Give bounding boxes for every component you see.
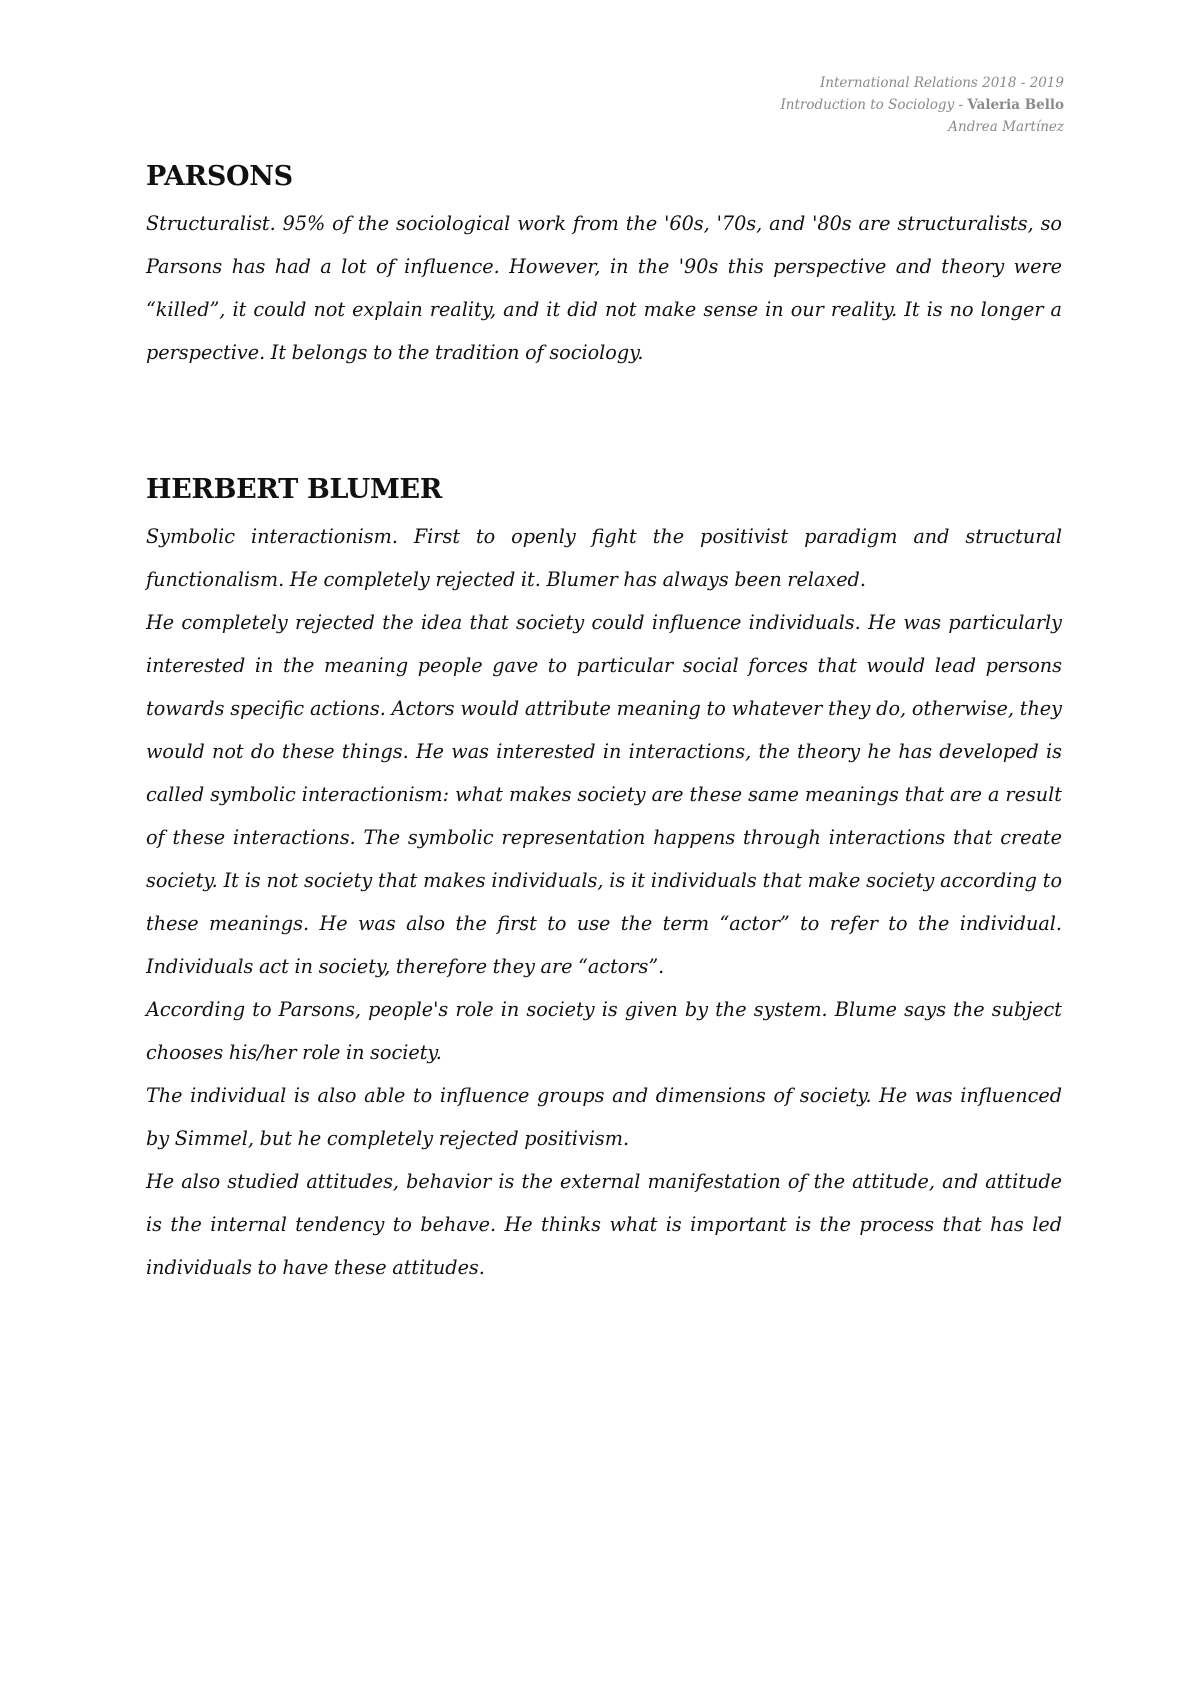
- header-student: Andrea Martínez: [948, 119, 1064, 135]
- section-title-parsons: PARSONS: [146, 161, 293, 192]
- page-header: [780, 72, 1064, 138]
- header-professor: Valeria Bello: [967, 97, 1064, 113]
- paragraph: He completely rejected the idea that society could influence individuals. He was particularly interested in the meaning people gave to particular social forces that would lead persons towards specific actions. Actors would attribute meaning to whatever they do, otherwise, they would not do these things. He was interested in interactions, the theory he has developed is called symbolic interactionism: what makes society are these same meanings that are a result of these interactions. The symbolic representation happens through interactions that create society. It is not society that makes individuals, is it individuals that make society according to these meanings. He was also the first to use the term “actor” to refer to the individual. Individuals act in society, therefore they are “actors”.: [146, 611, 1062, 978]
- paragraph: The individual is also able to influence groups and dimensions of society. He was influenced by Simmel, but he completely rejected positivism.: [146, 1084, 1062, 1150]
- section-herbert-blumer: [146, 473, 1062, 1289]
- paragraph: Symbolic interactionism. First to openly fight the positivist paradigm and structural functionalism. He completely rejected it. Blumer has always been relaxed.: [146, 525, 1062, 591]
- header-subject-line: [780, 94, 1064, 116]
- section-parsons: [146, 160, 1062, 374]
- paragraph: Structuralist. 95% of the sociological work from the '60s, '70s, and '80s are structuralists, so Parsons has had a lot of influence. However, in the '90s this perspective and theory were “killed”, it could not explain reality, and it did not make sense in our reality. It is no longer a perspective. It belongs to the tradition of sociology.: [146, 212, 1062, 364]
- paragraph: He also studied attitudes, behavior is the external manifestation of the attitude, and attitude is the internal tendency to behave. He thinks what is important is the process that has led individuals to have these attitudes.: [146, 1170, 1062, 1279]
- header-course-year: International Relations 2018 - 2019: [819, 75, 1064, 91]
- header-subject: Introduction to Sociology -: [780, 97, 968, 113]
- section-title-herbert-blumer: HERBERT BLUMER: [146, 474, 442, 505]
- paragraph: According to Parsons, people's role in society is given by the system. Blume says the subject chooses his/her role in society.: [146, 998, 1062, 1064]
